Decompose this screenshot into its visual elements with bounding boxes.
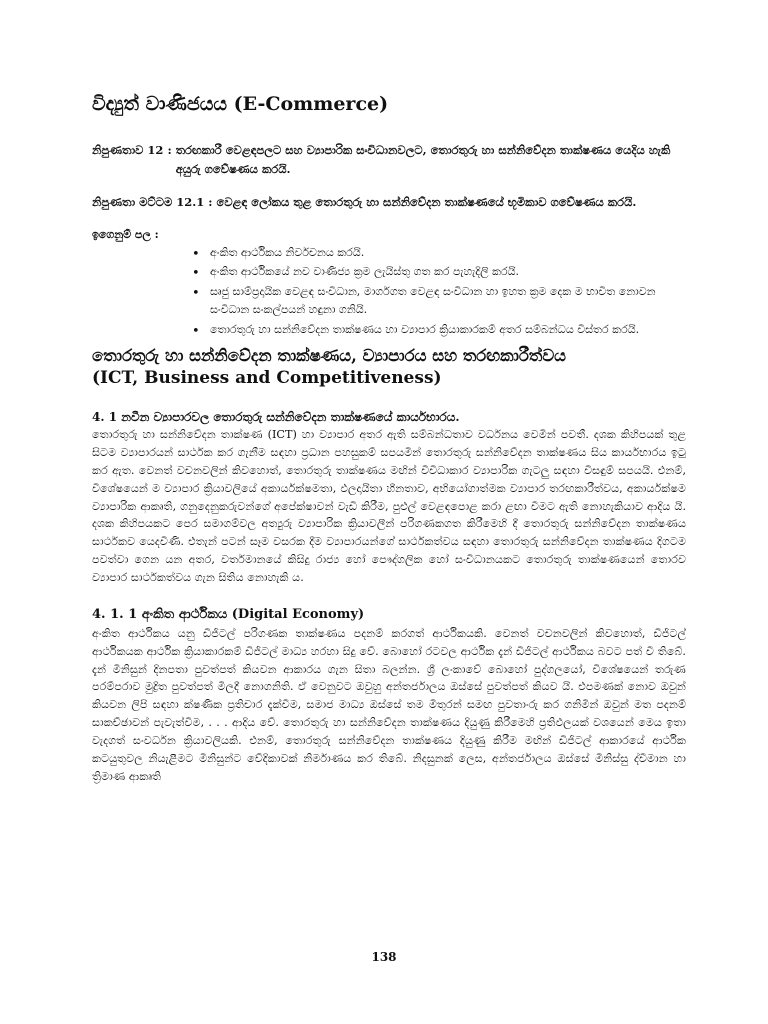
learning-outcome-item: • අංකිත ආර්ථිකයේ නව වාණිජ්‍ය ක්‍රම ලැයිස්තු ගත කර පැහැදිලි කරයි.: [192, 263, 672, 281]
competency-text: තරඟකාරී වෙළඳපලට සහ ව්‍යාපාරික සංවිධානවලට, තොරතුරු හා සන්නිවේදන තාක්ෂණය යෙදිය හැකි අයුරු ගවේෂණය කරයි.: [175, 142, 671, 176]
competency-level: [92, 193, 686, 212]
section-title-sinhala: තොරතුරු හා සන්නිවේදන තාක්ෂණය, ව්‍යාපාරය සහ තරඟකාරීත්වය: [92, 345, 567, 365]
page-content: [92, 92, 686, 786]
competency-row: [92, 141, 686, 179]
competency-label: නිපුණතාව 12 :: [92, 142, 172, 157]
subsection-heading: 4. 1 නවීන ව්‍යාපාරවල තොරතුරු සන්නිවේදන තාක්ෂණයේ කාර්යභාරය.: [92, 409, 460, 424]
page-title: විද්‍යුත් වාණිජයය (E-Commerce): [92, 93, 389, 115]
learning-outcomes-label: ඉගෙනුම් පල :: [92, 227, 159, 241]
subsection-paragraph: තොරතුරු හා සන්නිවේදන තාක්ෂණ (ICT) හා ව්‍යාපාර අතර ඇති සම්බන්ධතාව වර්ධනය වෙමින් පවතී. දශක කිහිපයක් තුළ සිටම ව්‍යාපාරයන් සාර්ථක කර ගැනීම සඳහා ප්‍රධාන පහසුකම් සපයමින් තොරතුරු සන්නිවේදන තාක්ෂණය සිය කාර්යභාරය ඉටු කර ඇත. වෙනත් වචනවලින් කිවහොත්, තොරතුරු තාක්ෂණය මඟින් විවිධාකාර ව්‍යාපාරික ගැටලු සඳහා විසඳුම් සපයයි. එනම්, විශේෂයෙන් ම ව්‍යාපාර ක්‍රියාවලියේ අකාර්යක්ෂමතා, ඵලදායිතා හීනතාව, අභියෝගාත්මක ව්‍යාපාර තරඟකාරීත්වය, අකාර්යක්ෂම ව්‍යාපාරික ආකෘති, ගනුදෙනුකරුවන්ගේ අපේක්ෂාවන් වැඩි කිරීම, පුළුල් වෙළඳපොළ කරා ළඟා වීමට ඇති නොහැකියාව ආදිය යි. දශක කිහිපයකට පෙර සමාගම්වල අත්‍යුරු ව්‍යාපාරික ක්‍රියාවලීන් පරිගණකගත කිරීමෙහි දී තොරතුරු සන්නිවේදන තාක්ෂණය සාර්ථකව යෙදවිණි. එතැන් පටන් සෑම වසරක දීම ව්‍යාපාරයන්ගේ සාර්ථකත්වය සඳහා තොරතුරු සන්නිවේදන තාක්ෂණය දිගටම පවත්වා ගෙන යන අතර, වර්තමානයේ කිසිදු රාජ්‍ය හෝ පෞද්ගලික හෝ සංවිධානයකට තොරතුරු තාක්ෂණයෙන් තොරව ව්‍යාපාර සාර්ථකත්වය ගැන සිතිය නොහැකි ය.: [92, 427, 686, 585]
section-title-english: (ICT, Business and Competitiveness): [92, 367, 442, 388]
competency-level-row: [92, 193, 686, 212]
competency: [92, 141, 686, 179]
competency-level-label: නිපුණතා මට්ටම 12.1 :: [92, 194, 213, 209]
learning-outcome-item: • තොරතුරු හා සන්නිවේදන තාක්ෂණය හා ව්‍යාපාර ක්‍රියාකාරකම් අතර සම්බන්ධය විස්තර කරයි.: [192, 321, 672, 339]
learning-outcome-item: • අංකිත ආර්ථිකය නිර්වචනය කරයි.: [192, 244, 672, 262]
subsection-heading: 4. 1. 1 අංකිත ආර්ථිකය (Digital Economy): [92, 607, 365, 623]
page-number: 138: [371, 950, 397, 964]
learning-outcomes-list: [192, 244, 672, 339]
learning-outcome-item: • සෘජු සාම්ප්‍රදායික වෙළඳ සංවිධාන, මාර්ගගත වෙළඳ සංවිධාන හා ඉහත ක්‍රම දෙක ම භාවිත නොවන සංවිධාන සංකල්පයන් හඳුනා ගනියි.: [192, 283, 672, 319]
subsection-paragraph: අංකිත ආර්ථිකය යනු ඩිජිටල් පරිගණක තාක්ෂණය පදනම් කරගත් ආර්ථිකයකි. වෙනත් වචනවලින් කිවහොත්, ඩිජිටල් ආර්ථිකයක ආර්ථික ක්‍රියාකාරකම් ඩිජිටල් මාධ්‍ය හරහා සිදු වේ. බොහෝ රටවල ආර්ථික දැන් ඩිජිටල් ආර්ථිකය බවට පත් වී තිබේ. දැන් මිනිසුන් දිනපතා පුවත්පත් කියවන ආකාරය ගැන සිතා බලන්න. ශ්‍රී ලංකාවේ බොහෝ පුද්ගලයෝ, විශේෂයෙන් තරුණ පරම්පරාව මුද්‍රිත පුවත්පත් මිලදී නොගනිති. ඒ වෙනුවට ඔවුහු අන්තර්ජාලය ඔස්සේ පුවත්පත් කියව යි. එපමණක් නොව ඔවුන් කියවන ලිපි සඳහා ක්ෂණික ප්‍රතිචාර දැක්වීම, සමාජ මාධ්‍ය ඔස්සේ තම මිතුරන් සමඟ පුවතාංරු කර ගනිමින් ඔවුන් මත පදනම් සාකච්ඡාවන් පැවැත්වීම, . . . ආදිය වේ. තොරතුරු හා සන්නිවේදන තාක්ෂණය දියුණු කිරීමෙහි ප්‍රතිඵලයක් වශයෙන් මෙය ඉතා වැදගත් සංවර්ධන ක්‍රියාවලියකි. එනම්, තොරතුරු සන්නිවේදන තාක්ෂණය දියුණු කිරීම මඟින් ඩිජිටල් ආකාරයේ ආර්ථික කටයුතුවල නියැළීමට මිනිසුන්ට වේදිකාවක් නිර්මාණය කර තිබේ. නිදසුනක් ලෙස, අන්තර්ජාලය ඔස්සේ මිනිස්සු ද්වීමාන හා ත්‍රිමාණ ආකෘති: [92, 626, 686, 784]
competency-level-text: වෙළඳ ලෝකය තුළ තොරතුරු හා සන්නිවේදන තාක්ෂණයේ භූමිකාව ගවේෂණය කරයි.: [216, 194, 637, 209]
